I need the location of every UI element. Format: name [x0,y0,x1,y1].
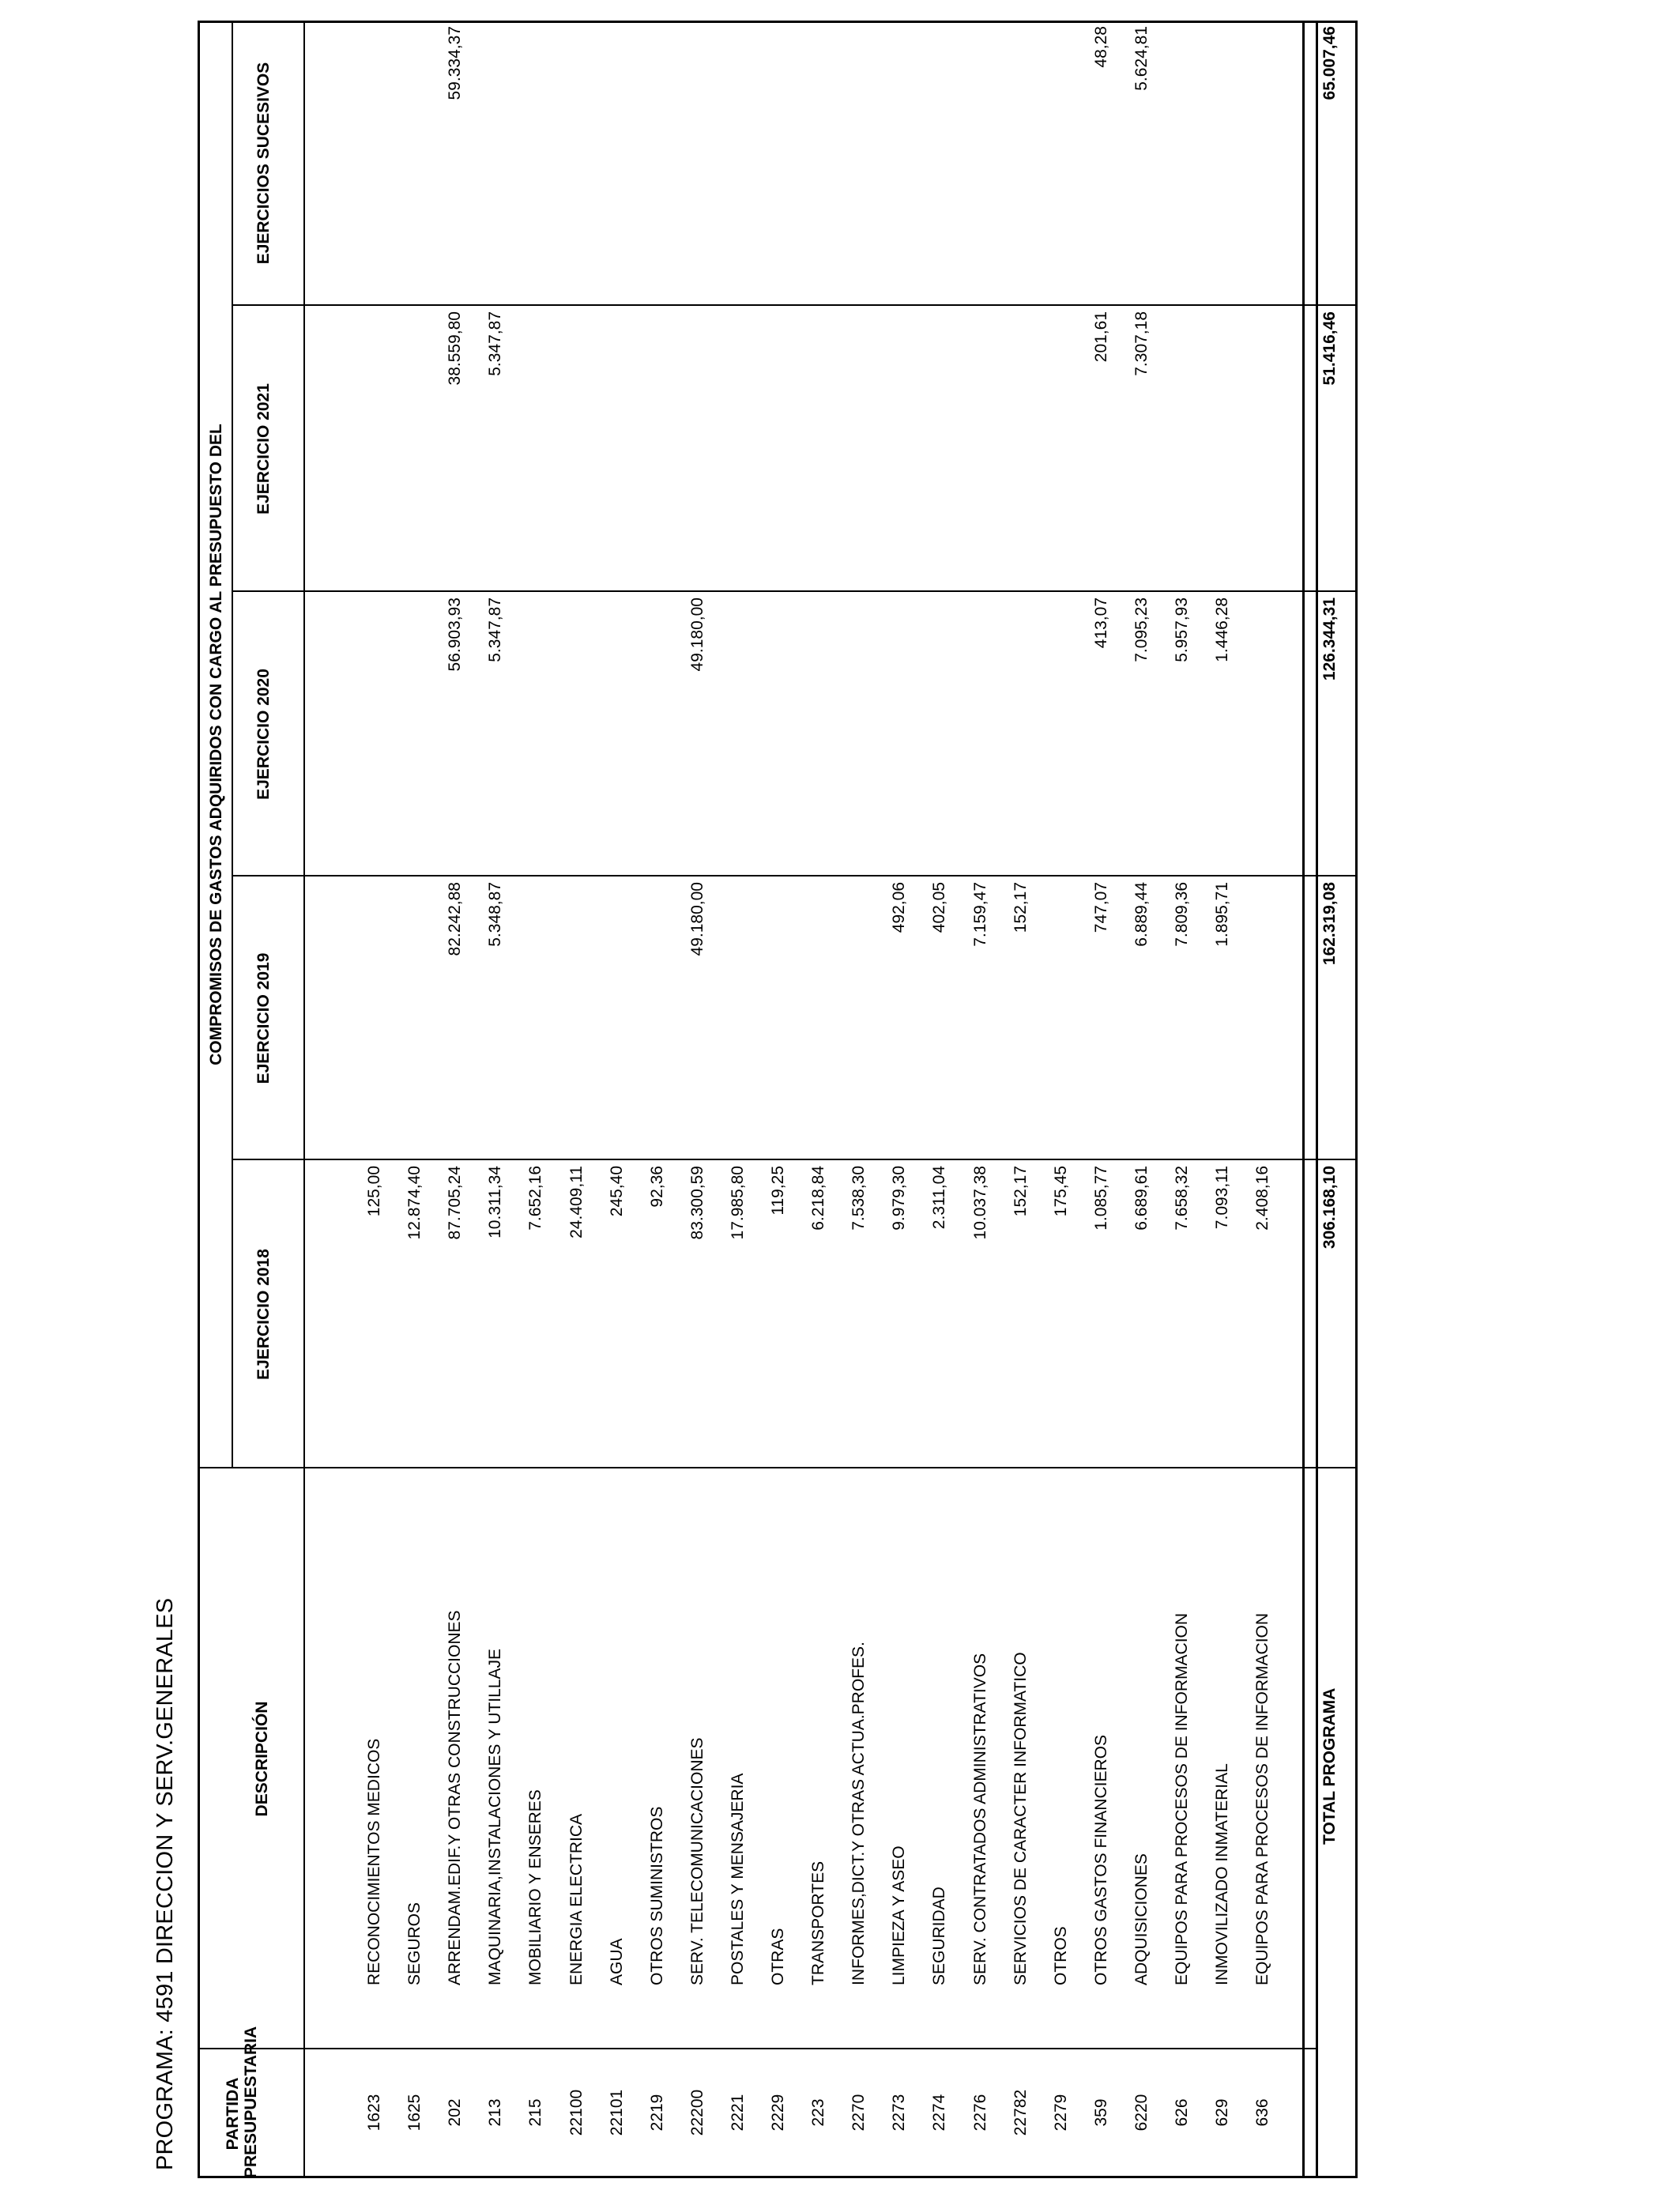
row-partida: 202 [446,2098,465,2127]
row-ejercicio-2019: 152,17 [1011,882,1030,933]
row-descripcion: MOBILIARIO Y ENSERES [526,1789,545,1985]
row-ejercicio-2018: 7.538,30 [849,1166,868,1231]
row-ejercicio-2020: 49.180,00 [687,598,706,672]
row-descripcion: LIMPIEZA Y ASEO [890,1845,909,1985]
row-ejercicio-2021: 38.559,80 [446,311,465,386]
row-descripcion: SERV. CONTRATADOS ADMINISTRATIVOS [970,1653,989,1985]
row-ejercicio-2018: 119,25 [769,1166,787,1216]
row-ejercicio-2019: 6.889,44 [1132,882,1151,947]
row-partida: 1623 [365,2094,383,2132]
row-ejercicio-2019: 49.180,00 [687,882,706,956]
row-descripcion: AGUA [607,1938,626,1985]
row-ejercicio-2018: 6.689,61 [1132,1166,1151,1231]
row-ejercicio-2020: 5.347,87 [486,598,505,662]
row-partida: 626 [1173,2098,1191,2127]
header-descripcion: DESCRIPCIÓN [253,1701,271,1817]
row-ejercicio-2018: 92,36 [647,1166,666,1208]
row-ejercicios-sucesivos: 48,28 [1091,26,1110,68]
row-descripcion: SEGURIDAD [930,1887,949,1985]
row-descripcion: SEGUROS [405,1902,424,1985]
row-descripcion: OTRAS [769,1928,787,1985]
row-ejercicio-2019: 402,05 [930,882,949,933]
row-partida: 1625 [405,2094,424,2132]
row-ejercicio-2018: 175,45 [1051,1166,1070,1217]
row-partida: 2276 [970,2094,989,2132]
row-partida: 22782 [1011,2089,1030,2136]
col-line-2020 [232,590,1318,592]
row-partida: 2279 [1051,2094,1070,2132]
row-ejercicio-2020: 413,07 [1091,598,1110,649]
row-partida: 636 [1253,2098,1272,2127]
row-partida: 629 [1213,2098,1232,2127]
row-ejercicio-2018: 17.985,80 [728,1166,747,1240]
row-partida: 22200 [687,2089,706,2136]
total-2021: 51.416,46 [1320,311,1339,386]
row-ejercicio-2018: 9.979,30 [890,1166,909,1231]
row-ejercicio-2020: 5.957,93 [1173,598,1191,662]
row-partida: 22100 [567,2089,586,2136]
row-ejercicio-2018: 10.037,38 [970,1166,989,1240]
row-ejercicio-2018: 10.311,34 [486,1166,505,1238]
row-ejercicio-2021: 5.347,87 [486,311,505,376]
row-descripcion: POSTALES Y MENSAJERIA [728,1773,747,1985]
row-ejercicio-2018: 7.093,11 [1213,1166,1232,1230]
row-ejercicio-2019: 1.895,71 [1213,882,1232,947]
row-partida: 2273 [890,2094,909,2132]
row-descripcion: SERVICIOS DE CARACTER INFORMATICO [1011,1652,1030,1985]
col-line-2019 [232,875,1318,876]
row-ejercicio-2018: 83.300,59 [687,1166,706,1240]
header-partida-line2: PRESUPUESTARIA [242,2026,260,2178]
header-ejercicio-2020: EJERCICIO 2020 [254,669,273,800]
row-partida: 22101 [607,2089,626,2136]
row-ejercicio-2019: 492,06 [890,882,909,933]
row-partida: 2270 [849,2094,868,2132]
total-2020: 126.344,31 [1320,598,1339,681]
row-descripcion: INFORMES,DICT.Y OTRAS ACTUA.PROFES. [849,1642,868,1985]
row-ejercicio-2018: 125,00 [365,1166,383,1217]
row-ejercicio-2019: 82.242,88 [446,882,465,956]
row-ejercicio-2021: 201,61 [1091,311,1110,363]
header-bottom-line [303,21,305,2178]
header-ejercicio-2021: EJERCICIO 2021 [254,383,273,515]
row-descripcion: EQUIPOS PARA PROCESOS DE INFORMACION [1253,1612,1272,1985]
row-partida: 215 [526,2098,545,2127]
compromisos-underline [232,21,233,1468]
row-ejercicio-2019: 747,07 [1091,882,1110,933]
row-ejercicio-2020: 1.446,28 [1213,598,1232,662]
row-ejercicio-2020: 7.095,23 [1132,598,1151,662]
row-partida: 2219 [647,2094,666,2132]
row-ejercicio-2018: 24.409,11 [567,1166,586,1238]
row-descripcion: RECONOCIMIENTOS MEDICOS [365,1738,383,1985]
row-descripcion: OTROS [1051,1926,1070,1985]
page-title: PROGRAMA: 4591 DIRECCION Y SERV.GENERALES [153,1597,178,2170]
row-descripcion: MAQUINARIA,INSTALACIONES Y UTILLAJE [486,1649,505,1985]
row-ejercicio-2018: 12.874,40 [405,1166,424,1240]
row-ejercicio-2018: 7.652,16 [526,1166,545,1231]
row-ejercicio-2018: 152,17 [1011,1166,1030,1217]
row-ejercicio-2019: 7.809,36 [1173,882,1191,947]
row-partida: 6220 [1132,2094,1151,2132]
row-partida: 213 [486,2098,505,2127]
row-ejercicios-sucesivos: 5.624,81 [1132,26,1151,91]
row-descripcion: OTROS GASTOS FINANCIEROS [1091,1735,1110,1985]
col-line-2021 [232,304,1318,306]
row-partida: 2229 [769,2094,787,2132]
row-ejercicio-2021: 7.307,18 [1132,311,1151,376]
row-ejercicio-2018: 2.311,04 [930,1166,949,1230]
total-2019: 162.319,08 [1320,882,1339,966]
row-descripcion: EQUIPOS PARA PROCESOS DE INFORMACION [1173,1612,1191,1985]
row-ejercicio-2018: 87.705,24 [446,1166,465,1240]
row-descripcion: TRANSPORTES [809,1860,828,1985]
row-descripcion: INMOVILIZADO INMATERIAL [1213,1763,1232,1985]
row-descripcion: SERV. TELECOMUNICACIONES [687,1737,706,1985]
row-ejercicio-2018: 245,40 [607,1166,626,1217]
row-ejercicios-sucesivos: 59.334,37 [446,26,465,100]
header-ejercicio-2018: EJERCICIO 2018 [254,1249,273,1380]
row-ejercicio-2020: 56.903,93 [446,598,465,672]
row-ejercicio-2019: 5.348,87 [486,882,505,947]
total-label: TOTAL PROGRAMA [1320,1687,1339,1845]
row-ejercicio-2018: 2.408,16 [1253,1166,1272,1231]
row-descripcion: ADQUISICIONES [1132,1853,1151,1985]
row-partida: 2274 [930,2094,949,2132]
header-compromisos: COMPROMISOS DE GASTOS ADQUIRIDOS CON CARGO AL PRESUPUESTO DEL [207,424,225,1065]
row-partida: 2221 [728,2094,747,2132]
row-ejercicio-2019: 7.159,47 [970,882,989,947]
row-descripcion: ARRENDAM.EDIF.Y OTRAS CONSTRUCCIONES [446,1610,465,1985]
row-ejercicio-2018: 1.085,77 [1091,1166,1110,1231]
total-2018: 306.168,10 [1320,1166,1339,1250]
row-ejercicio-2018: 7.658,32 [1173,1166,1191,1231]
header-ejercicio-2019: EJERCICIO 2019 [254,952,273,1084]
row-partida: 359 [1091,2098,1110,2127]
col-line-2018 [232,1159,1318,1160]
header-ejercicios-sucesivos: EJERCICIOS SUCESIVOS [254,62,273,265]
total-sucesivos: 65.007,46 [1320,26,1339,100]
row-partida: 223 [809,2098,828,2127]
row-ejercicio-2018: 6.218,84 [809,1166,828,1231]
row-descripcion: ENERGIA ELECTRICA [567,1813,586,1985]
row-descripcion: OTROS SUMINISTROS [647,1806,666,1985]
header-partida-line1: PARTIDA [224,2077,242,2151]
